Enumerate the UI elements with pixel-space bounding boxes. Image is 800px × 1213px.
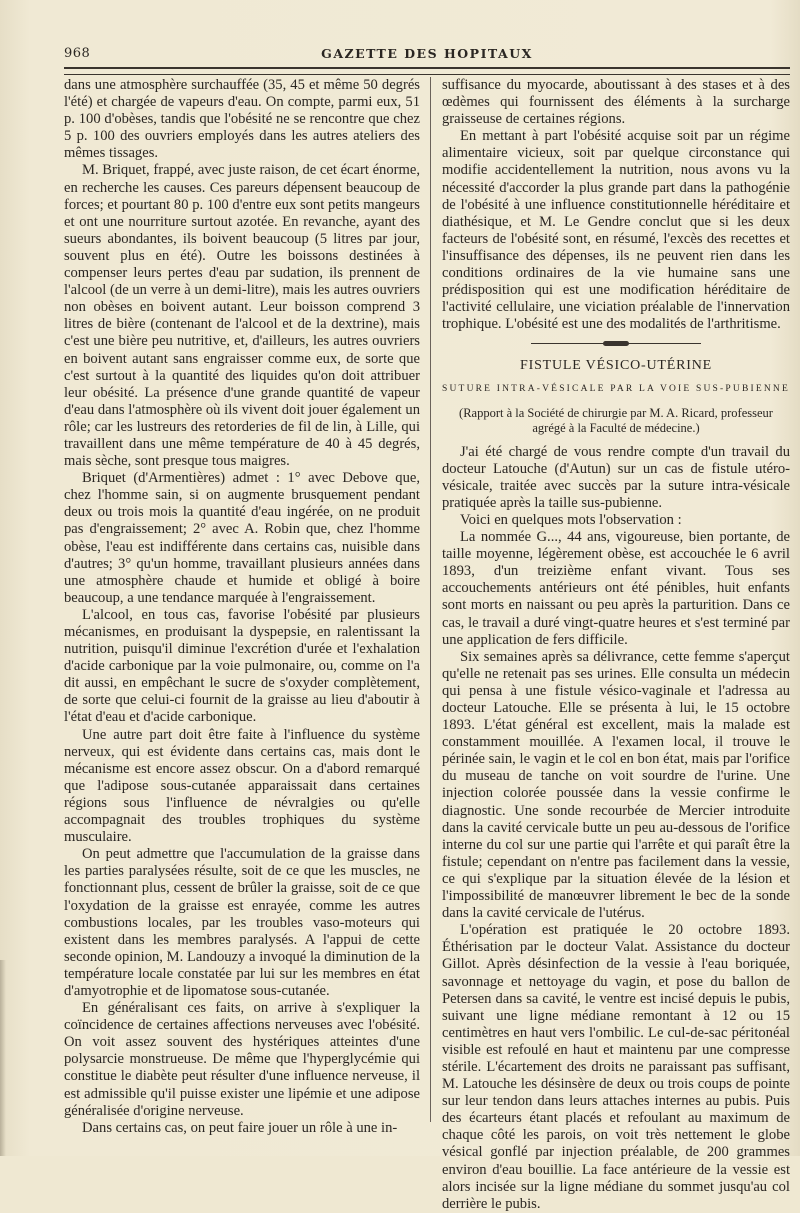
paragraph: La nommée G..., 44 ans, vigoureuse, bien portante, de taille moyenne, légèrement obèse, est accouchée le 6 avril 1893, d'un treizième enfant vivant. Tous ses accouchements antérieurs ont été pénibles, huit enfants sont morts en naissant ou peu après la parturition. Dans ce cas, le travail a duré vingt-quatre heures et s'est terminé par une application de fers difficile. bbox=[442, 529, 790, 648]
section-subtitle: SUTURE INTRA-VÉSICALE PAR LA VOIE SUS-PUBIENNE bbox=[442, 383, 790, 394]
paragraph: Six semaines après sa délivrance, cette femme s'aperçut qu'elle ne retenait pas ses urines. Elle consulta un médecin qui pensa à une fistule vésico-vaginale et l'adressa au docteur Latouche. Elle se présenta à lui, le 15 octobre 1893. L'état général est excellent, mais la malade est constamment mouillée. A l'examen local, il trouve le périnée sain, le vagin et le col en bon état, mais par l'orifice du museau de tanche on voit sourdre de l'urine. Une injection colorée poussée dans la vessie confirme le diagnostic. Une sonde recourbée de Mercier introduite dans la cavité cervicale butte un peu au-dessous de l'orifice interne du col sur une partie qui l'arrête et qui paraît être la fistule; cependant on n'entre pas facilement dans la vessie, ce qui s'explique par la situation élevée de la lésion et l'impossibilité de manœuvrer librement le bec de la sonde dans la cavité cervicale de l'utérus. bbox=[442, 648, 790, 922]
paragraph: En mettant à part l'obésité acquise soit par un régime alimentaire vicieux, soit par quelque circonstance qui modifie accidentellement la nutrition, nous avons vu la nécessité d'accorder la plus grande part dans la pathogénie de l'obésité à une influence constitutionnelle héréditaire et diathésique, et M. Le Gendre conclut que si les deux facteurs de l'obésité sont, en résumé, l'excès des recettes et l'insuffisance des dépenses, ils ne peuvent rien dans les conditions ordinaires de la vie humaine sans une prédisposition qui est une modification héréditaire de l'activité cellulaire, une viciation préalable de l'innervation trophique. L'obésité est une des modalités de l'arthritisme. bbox=[442, 128, 790, 333]
paragraph: J'ai été chargé de vous rendre compte d'un travail du docteur Latouche (d'Autun) sur un cas de fistule utéro-vésicale, traitée avec succès par la suture intra-vésicale pratiquée après la taille sus-pubienne. bbox=[442, 443, 790, 511]
paragraph: dans une atmosphère surchauffée (35, 45 et même 50 degrés l'été) et chargée de vapeurs d'eau. On compte, parmi eux, 51 p. 100 d'obèses, tandis que l'obésité ne se rencontre que chez 5 p. 100 des ouvriers employés dans les autres ateliers des mêmes tissages. bbox=[64, 77, 420, 162]
section-separator bbox=[531, 341, 701, 347]
section-note: (Rapport à la Société de chirurgie par M. A. Ricard, professeur agrégé à la Faculté de médecine.) bbox=[459, 405, 773, 435]
left-column bbox=[64, 77, 420, 1137]
paragraph: Dans certains cas, on peut faire jouer un rôle à une in- bbox=[82, 1119, 398, 1136]
paragraph: L'alcool, en tous cas, favorise l'obésité par plusieurs mécanismes, en produisant la dyspepsie, en ralentissant la nutrition, puisqu'il diminue l'excrétion d'urée et l'exhalation d'acide carbonique par la voie pulmonaire, ou, comme on l'a dit aussi, en empêchant le sucre de s'oxyder complètement, de sorte que celui-ci fournit de la graisse au lieu d'aboutir à l'état d'eau et d'acide carbonique. bbox=[64, 606, 420, 726]
paragraph: Une autre part doit être faite à l'influence du système nerveux, qui est évidente dans certains cas, mais dont le mécanisme est encore assez obscur. On a d'abord remarqué que l'adipose sous-cutanée apparaissait dans certaines régions sous l'influence de névralgies ou qu'elle accompagnait des troubles trophiques du système musculaire. bbox=[64, 726, 420, 846]
page-edge-shadow bbox=[0, 960, 6, 1156]
section-title: FISTULE VÉSICO-UTÉRINE bbox=[520, 358, 712, 374]
paragraph: Voici en quelques mots l'observation : bbox=[460, 511, 682, 528]
paragraph: M. Briquet, frappé, avec juste raison, de cet écart énorme, en recherche les causes. Ces pareurs dépensent beaucoup de forces; et pourtant 80 p. 100 d'entre eux sont petits mangeurs et ont une nourriture surtout azotée. En revanche, ayant des sueurs abondantes, ils boivent beaucoup (5 litres par jour, souvent plus en été). Outre les boissons destinées à compenser leurs pertes d'eau par sudation, ils prennent de l'alcool (de un verre à un demi-litre), mais les autres ouvriers non obèses en boivent autant. Leur boisson comprend 3 litres de bière (contenant de l'alcool et de la dextrine), mais c'est une bière peu nutritive, et, d'ailleurs, les autres ouvriers en boivent autant sans engraisser comme eux, de sorte que c'est surtout à la quantité des liquides qu'on doit attribuer leur obésité. La présence d'une grande quantité de vapeur d'eau dans l'atmosphère où ils vivent doit jouer également un rôle; car les lustreurs des retorderies de fil de lin, à Lille, qui travaillent dans une même température de 40 à 45 degrés, mais sèche, sont presque tous maigres. bbox=[64, 162, 420, 470]
paragraph: On peut admettre que l'accumulation de la graisse dans les parties paralysées résulte, soit de ce que les muscles, ne fonctionnant plus, cessent de brûler la graisse, soit de ce que l'oxydation de la graisse est enrayée, comme les autres combustions locales, par les troubles vaso-moteurs qui existent dans les membres paralysés. A l'appui de cette seconde opinion, M. Landouzy a invoqué la diminution de la température locale constatée par lui sur les membres en état d'amyotrophie et de lipomatose sous-cutanée. bbox=[64, 846, 420, 999]
header-rule bbox=[64, 67, 790, 75]
paragraph: L'opération est pratiquée le 20 octobre 1893. Éthérisation par le docteur Valat. Assistance du docteur Gillot. Après désinfection de la vessie à l'eau boriquée, savonnage et nettoyage du vagin, et pose du ballon de Petersen dans sa cavité, le ventre est incisé depuis le pubis, suivant une ligne médiane remontant à 12 ou 15 centimètres en haut vers l'ombilic. Le cul-de-sac péritonéal visible est refoulé en haut et maintenu par une compresse stérile. L'écartement des droits ne paraissant pas suffisant, M. Latouche les désinsère de deux ou trois coups de pointe sur leur tendon dans leurs attaches internes au pubis. Puis des écarteurs étant placés et refoulant au maximum de chaque côté les parois, on voit très nettement le globe vésical gonflé par injection préalable, de 200 grammes environ d'eau bouillie. La face antérieure de la vessie est alors incisée sur la ligne médiane du sommet jusqu'au col derrière le pubis. bbox=[442, 922, 790, 1212]
paragraph: suffisance du myocarde, aboutissant à des stases et à des œdèmes qui fournissent des éléments à la surcharge graisseuse de certaines régions. bbox=[442, 77, 790, 128]
paragraph: Briquet (d'Armentières) admet : 1° avec Debove que, chez l'homme sain, si on augmente brusquement pendant deux ou trois mois la quantité d'eau ingérée, on ne produit pas d'engraissement; 2° avec A. Robin que, chez l'homme obèse, l'eau est indifférente dans certains cas, nuisible dans d'autres; 3° qu'un homme, travaillant plusieurs années dans une atmosphère chaude et humide et obligé à boire beaucoup, a une tendance marquée à l'engraissement. bbox=[64, 470, 420, 606]
right-column bbox=[442, 77, 790, 1213]
separator-ornament-icon bbox=[603, 341, 629, 346]
page-number: 968 bbox=[64, 46, 91, 61]
page-header bbox=[64, 44, 790, 64]
column-divider bbox=[430, 77, 431, 1122]
journal-title: GAZETTE DES HOPITAUX bbox=[321, 46, 533, 61]
paragraph: En généralisant ces faits, on arrive à s'expliquer la coïncidence de certaines affections nerveuses avec l'obésité. On voit assez souvent des hystériques atteintes d'une polysarcie monstrueuse. De même que l'hyperglycémie qui constitue le diabète peut résulter d'une influence nerveuse, il est admissible qu'il puisse exister une lipémie et une adipose généralisée d'origine nerveuse. bbox=[64, 1000, 420, 1119]
